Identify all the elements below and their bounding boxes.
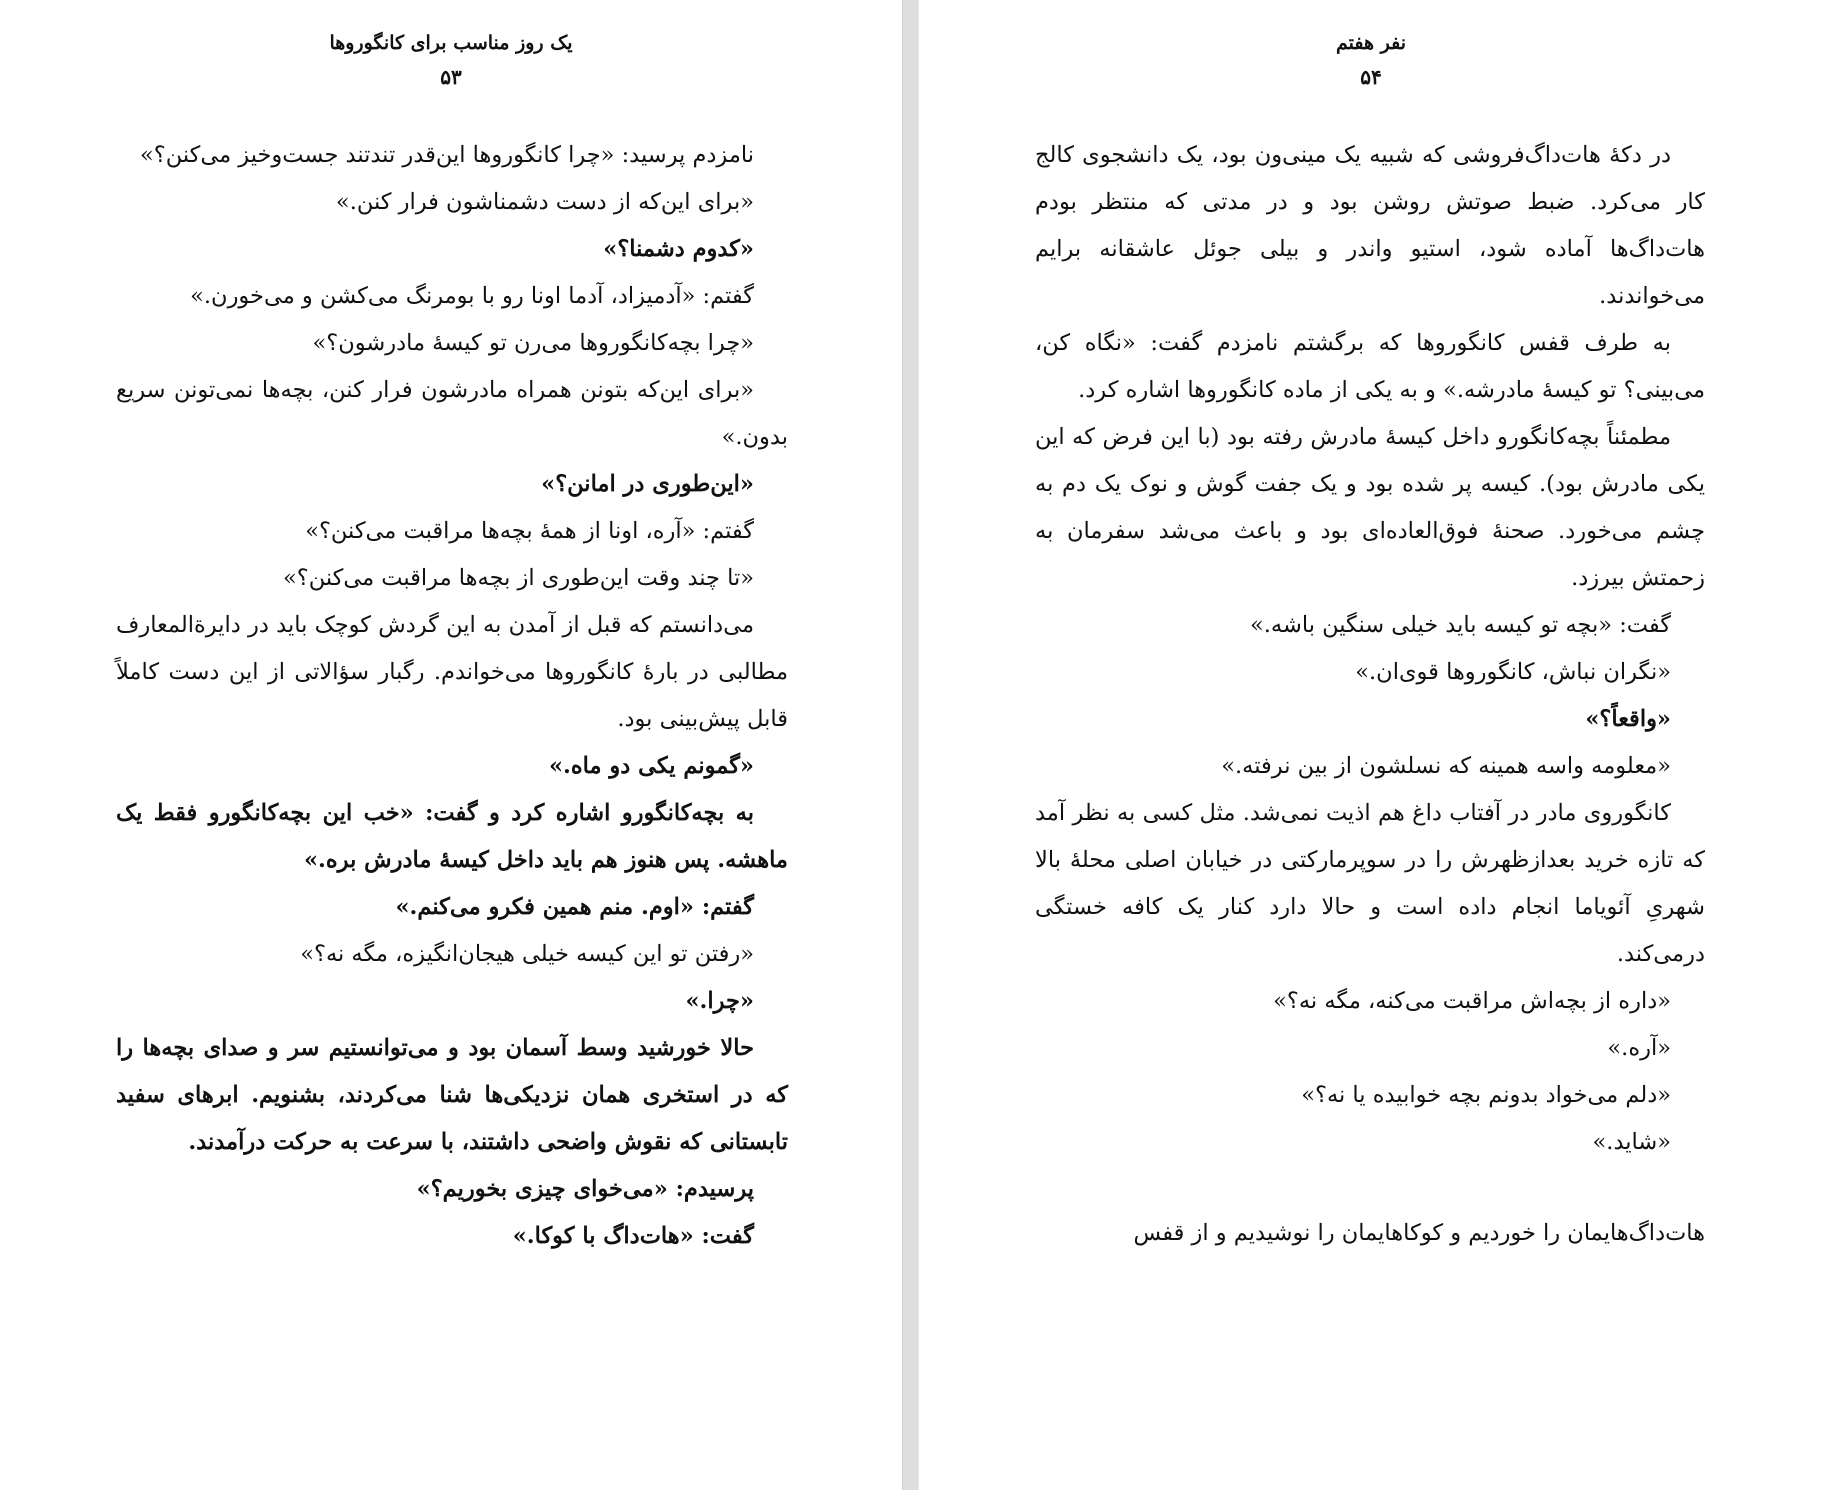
paragraph: «چرا.» bbox=[685, 988, 754, 1014]
paragraph: حالا خورشید وسط آسمان بود و می‌توانستیم سر و صدای بچه‌ها را که در استخری همان نزدیکی‌ها شنا می‌کردند، بشنویم. ابرهای سفید تابستانی که نقوش واضحی داشتند، با سرعت به حرکت درآمدند. bbox=[116, 1035, 788, 1155]
paragraph: «آره.» bbox=[1607, 1035, 1671, 1061]
paragraph: نامزدم پرسید: «چرا کانگوروها این‌قدر تندتند جست‌وخیز می‌کنن؟» bbox=[140, 142, 754, 168]
paragraph: مطمئناً بچه‌کانگورو داخل کیسهٔ مادرش رفته بود (با این فرض که این یکی مادرش بود). کیسه پر شده بود و یک جفت گوش و نوک یک دم به چشم می‌خورد. صحنهٔ فوق‌العاده‌ای بود و باعث می‌شد سفرمان به زحمتش بیرزد. bbox=[1035, 424, 1705, 591]
right-page-header bbox=[919, 30, 1823, 92]
right-running-title: نفر هفتم bbox=[1335, 32, 1406, 54]
paragraph: «رفتن تو این کیسه خیلی هیجان‌انگیزه، مگه نه؟» bbox=[300, 941, 754, 967]
paragraph: کانگوروی مادر در آفتاب داغ هم اذیت نمی‌شد. مثل کسی به نظر آمد که تازه خرید بعدازظهرش را در سوپرمارکتی در خیابان اصلی محلهٔ بالا شهریِ آئویاما انجام داده است و حالا دارد کنار یک کافه خستگی درمی‌کند. bbox=[1035, 800, 1705, 967]
right-page bbox=[919, 0, 1823, 1490]
paragraph: «معلومه واسه همینه که نسلشون از بین نرفته.» bbox=[1221, 753, 1671, 779]
paragraph: گفتم: «آدمیزاد، آدما اونا رو با بومرنگ می‌کشن و می‌خورن.» bbox=[190, 283, 754, 309]
left-page-body bbox=[116, 132, 788, 1260]
paragraph: «چرا بچه‌کانگوروها می‌رن تو کیسهٔ مادرشون؟» bbox=[312, 330, 754, 356]
paragraph: «داره از بچه‌اش مراقبت می‌کنه، مگه نه؟» bbox=[1273, 988, 1671, 1014]
left-page bbox=[0, 0, 902, 1490]
paragraph: گفت: «هات‌داگ با کوکا.» bbox=[512, 1223, 754, 1249]
book-gutter bbox=[902, 0, 919, 1490]
paragraph: «برای این‌که بتونن همراه مادرشون فرار کنن، بچه‌ها نمی‌تونن سریع بدون.» bbox=[116, 377, 788, 450]
paragraph: به طرف قفس کانگوروها که برگشتم نامزدم گفت: «نگاه کن، می‌بینی؟ تو کیسهٔ مادرشه.» و به یکی از ماده کانگوروها اشاره کرد. bbox=[1035, 330, 1705, 403]
paragraph: می‌دانستم که قبل از آمدن به این گردش کوچک باید در دایرةالمعارف مطالبی در بارهٔ کانگوروها می‌خواندم. رگبار سؤالاتی از این دست کاملاً قابل پیش‌بینی بود. bbox=[116, 612, 788, 732]
right-page-number: ۵۴ bbox=[1360, 65, 1382, 89]
paragraph: هات‌داگ‌هایمان را خوردیم و کوکاهایمان را نوشیدیم و از قفس bbox=[1133, 1220, 1705, 1246]
paragraph: پرسیدم: «می‌خوای چیزی بخوریم؟» bbox=[416, 1176, 754, 1202]
paragraph: «تا چند وقت این‌طوری از بچه‌ها مراقبت می‌کنن؟» bbox=[282, 565, 754, 591]
paragraph: «این‌طوری در امانن؟» bbox=[541, 471, 754, 497]
paragraph: «واقعاً؟» bbox=[1585, 706, 1671, 732]
section-gap bbox=[1035, 1166, 1705, 1210]
paragraph: «دلم می‌خواد بدونم بچه خوابیده یا نه؟» bbox=[1301, 1082, 1671, 1108]
left-page-number: ۵۳ bbox=[440, 65, 462, 89]
paragraph: «نگران نباش، کانگوروها قوی‌ان.» bbox=[1355, 659, 1671, 685]
paragraph: گفت: «بچه تو کیسه باید خیلی سنگین باشه.» bbox=[1250, 612, 1671, 638]
paragraph: در دکهٔ هات‌داگ‌فروشی که شبیه یک مینی‌ون بود، یک دانشجوی کالج کار می‌کرد. ضبط صوتش روشن بود و در مدتی که منتظر بودم هات‌داگ‌ها آماده شود، استیو واندر و بیلی جوئل عاشقانه برایم می‌خواندند. bbox=[1035, 142, 1705, 309]
paragraph: «گمونم یکی دو ماه.» bbox=[548, 753, 754, 779]
paragraph: «کدوم دشمنا؟» bbox=[603, 236, 754, 262]
paragraph: «برای این‌که از دست دشمناشون فرار کنن.» bbox=[335, 189, 754, 215]
paragraph: گفتم: «آره، اونا از همهٔ بچه‌ها مراقبت می‌کنن؟» bbox=[305, 518, 754, 544]
left-page-header bbox=[0, 30, 902, 92]
left-running-title: یک روز مناسب برای کانگوروها bbox=[329, 32, 573, 54]
right-page-body bbox=[1035, 132, 1705, 1257]
paragraph: به بچه‌کانگورو اشاره کرد و گفت: «خب این بچه‌کانگورو فقط یک ماهشه. پس هنوز هم باید داخل کیسهٔ مادرش بره.» bbox=[116, 800, 788, 873]
paragraph: «شاید.» bbox=[1592, 1129, 1671, 1155]
paragraph: گفتم: «اوم. منم همین فکرو می‌کنم.» bbox=[395, 894, 754, 920]
